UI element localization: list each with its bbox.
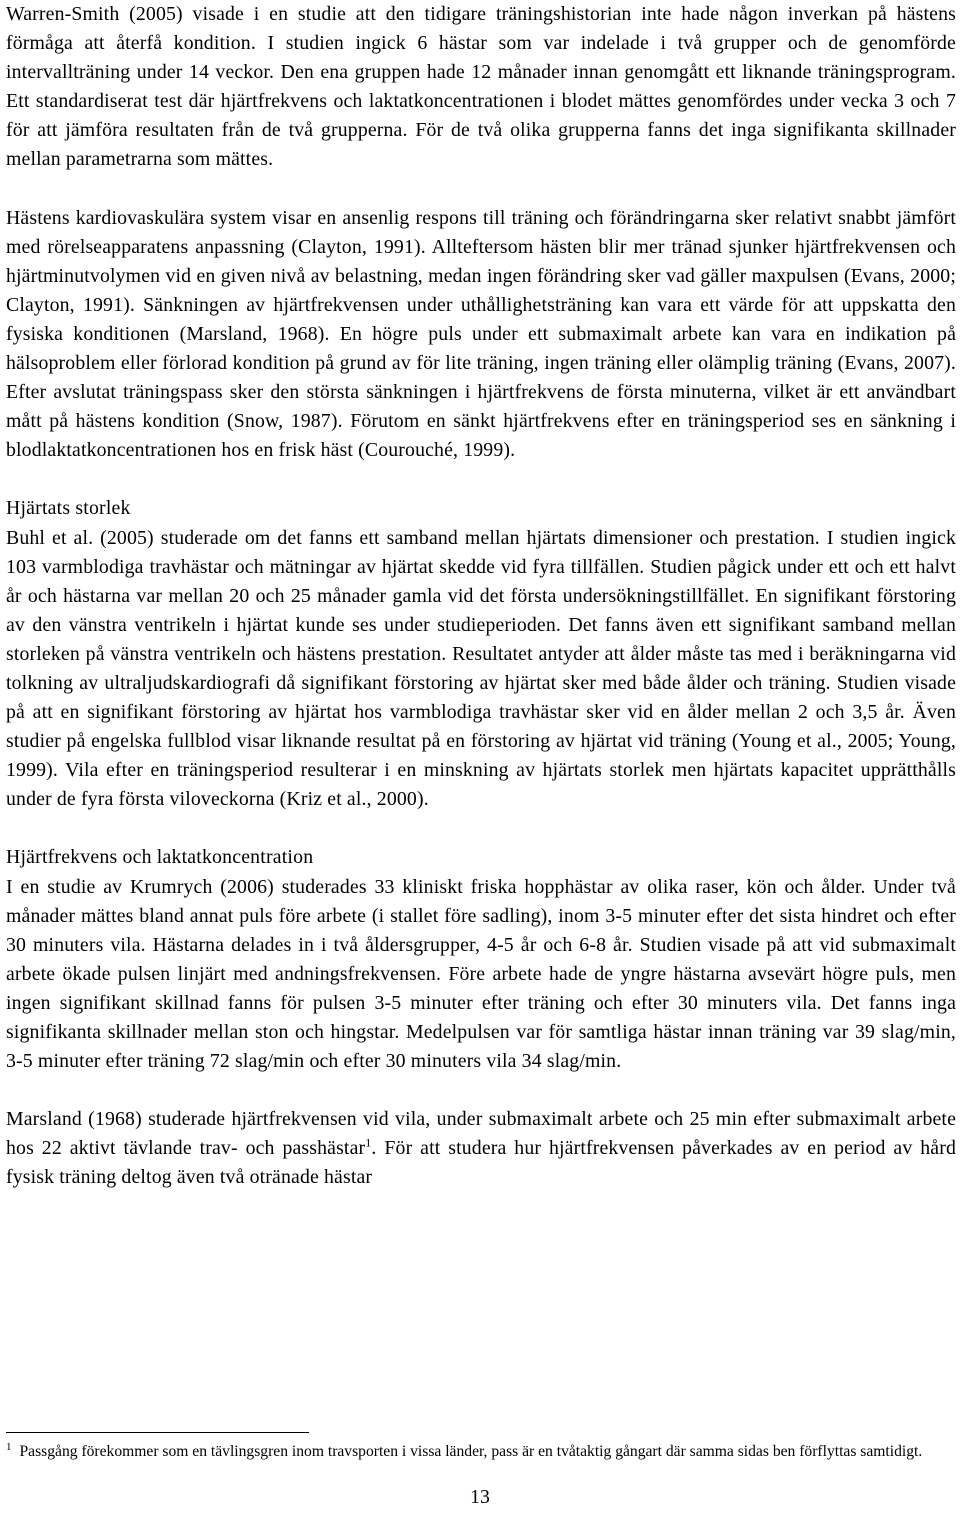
section-heading-heart-rate-lactate: Hjärtfrekvens och laktatkoncentration [6, 846, 314, 869]
footnote-reference-mark: 1 [365, 1135, 372, 1150]
footnote-text: Passgång förekommer som en tävlingsgren inom travsporten i vissa länder, pass är en tvåtaktig gångart där samma sidas ben förflyttas samtidigt. [19, 1443, 923, 1460]
paragraph-marsland [6, 1105, 956, 1192]
paragraph-gap [6, 465, 956, 494]
footnote [6, 1440, 956, 1464]
paragraph-cardiovascular: Hästens kardiovaskulära system visar en ansenlig respons till träning och förändringarna sker relativt snabbt jämfört med rörelseapparatens anpassning (Clayton, 1991). Allteftersom hästen blir mer tränad sjunker hjärtfrekvensen och hjärtminutvolymen vid en given nivå av belastning, medan ingen förändring sker vad gäller maxpulsen (Evans, 2000; Clayton, 1991). Sänkningen av hjärtfrekvensen under uthållighetsträning kan vara ett värde för att uppskatta den fysiska konditionen (Marsland, 1968). En högre puls under ett submaximalt arbete kan vara en indikation på hälsoproblem eller förlorad kondition på grund av för lite träning, ingen träning eller olämplig träning (Evans, 2007). Efter avslutat träningspass sker den största sänkningen i hjärtfrekvens de första minuterna, vilket är ett användbart mått på hästens kondition (Snow, 1987). Förutom en sänkt hjärtfrekvens efter en träningsperiod ses en sänkning i blodlaktatkoncentrationen hos en frisk häst (Courouché, 1999). [6, 206, 956, 462]
document-page [6, 0, 956, 1192]
section-heading-heart-size: Hjärtats storlek [6, 497, 131, 520]
paragraph-buhl: Buhl et al. (2005) studerade om det fanns ett samband mellan hjärtats dimensioner och prestation. I studien ingick 103 varmblodiga travhästar och mätningar av hjärtat skedde vid fyra tillfällen. Studien pågick under ett och ett halvt år och hästarna var mellan 20 och 25 månader gamla vid det första undersökningstillfället. En signifikant förstoring av den vänstra ventrikeln i hjärtat kunde ses under studieperioden. Det fanns även ett signifikant samband mellan storleken på vänstra ventrikeln och hästens prestation. Resultatet antyder att ålder måste tas med i beräkningarna vid tolkning av ultraljudskardiografi då signifikant förstoring av hjärtat sker med både ålder och träning. Studien visade på att en signifikant förstoring av hjärtat hos varmblodiga travhästar sker vid en ålder mellan 2 och 3,5 år. Även studier på engelska fullblod visar liknande resultat på en förstoring av hjärtat vid träning (Young et al., 2005; Young, 1999). Vila efter en träningsperiod resulterar i en minskning av hjärtats storlek men hjärtats kapacitet upprätthålls under de fyra första viloveckorna (Kriz et al., 2000). [6, 526, 956, 811]
paragraph-krumrych: I en studie av Krumrych (2006) studerades 33 kliniskt friska hopphästar av olika raser, kön och ålder. Under två månader mättes bland annat puls före arbete (i stallet före sadling), inom 3-5 minuter efter det sista hindret och efter 30 minuters vila. Hästarna delades in i två åldersgrupper, 4-5 år och 6-8 år. Studien visade på att vid submaximalt arbete ökade pulsen linjärt med andningsfrekvensen. Före arbete hade de yngre hästarna avsevärt högre puls, men ingen signifikant skillnad fanns för pulsen 3-5 minuter efter träning och efter 30 minuters vila. Det fanns inga signifikanta skillnader mellan ston och hingstar. Medelpulsen var för samtliga hästar innan träning var 39 slag/min, 3-5 minuter efter träning 72 slag/min och efter 30 minuters vila 34 slag/min. [6, 875, 956, 1073]
paragraph-marsland-text-start: Marsland (1968) studerade hjärtfrekvensen vid vila, under submaximalt arbete och 25 min efter submaximalt arbete hos 22 aktivt tävlande trav- och passhästar [6, 1108, 956, 1160]
paragraph-marsland-text-end: . För att studera hur hjärtfrekvensen påverkades av en period av hård fysisk träning deltog även två otränade hästar [6, 1137, 957, 1189]
paragraph-gap [6, 1076, 956, 1105]
footnote-mark: 1 [6, 1440, 12, 1453]
page-number: 13 [470, 1486, 490, 1508]
paragraph-gap [6, 175, 956, 204]
paragraph-gap [6, 814, 956, 843]
paragraph-warren-smith: Warren-Smith (2005) visade i en studie att den tidigare träningshistorian inte hade någon inverkan på hästens förmåga att återfå kondition. I studien ingick 6 hästar som var indelade i två grupper och de genomförde intervallträning under 14 veckor. Den ena gruppen hade 12 månader innan genomgått ett liknande träningsprogram. Ett standardiserat test där hjärtfrekvens och laktatkoncentrationen i blodet mättes genomfördes under vecka 3 och 7 för att jämföra resultaten från de två grupperna. För de två olika grupperna fanns det inga signifikanta skillnader mellan parametrarna som mättes. [6, 3, 956, 171]
footnote-separator [6, 1432, 309, 1433]
